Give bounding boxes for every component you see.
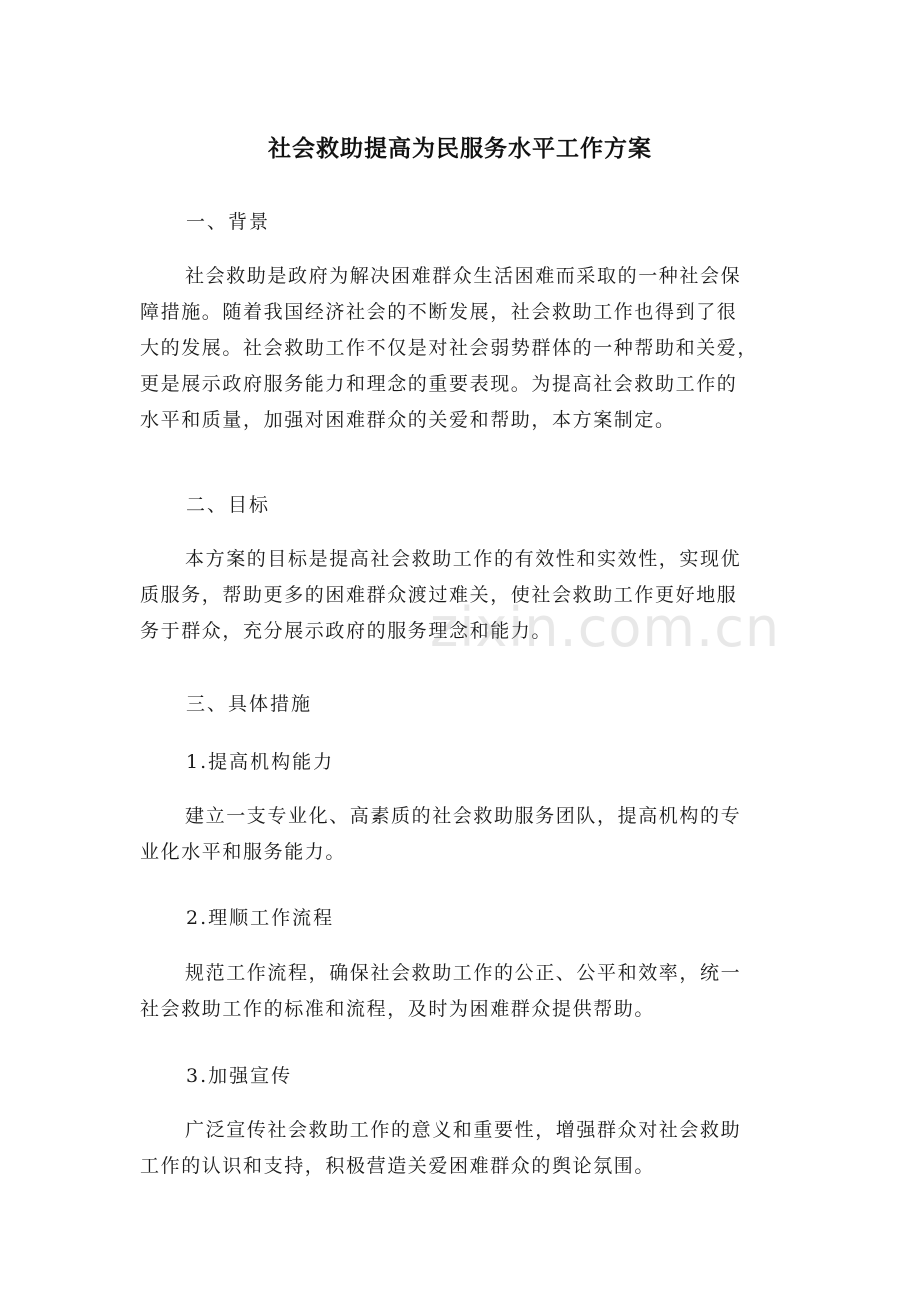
paragraph-line: 大的发展。社会救助工作不仅是对社会弱势群体的一种帮助和关爱， (140, 337, 759, 359)
section-heading-measures: 三、具体措施 (186, 693, 313, 715)
paragraph-line: 规范工作流程，确保社会救助工作的公正、公平和效率，统一 (185, 962, 742, 984)
subheading-institution-capacity: 1.提高机构能力 (186, 751, 335, 773)
paragraph-line: 社会救助工作的标准和流程，及时为困难群众提供帮助。 (140, 998, 656, 1020)
paragraph-line: 质服务，帮助更多的困难群众渡过难关，使社会救助工作更好地服 (140, 584, 738, 606)
paragraph-line: 更是展示政府服务能力和理念的重要表现。为提高社会救助工作的 (140, 373, 738, 395)
paragraph-line: 工作的认识和支持，积极营造关爱困难群众的舆论氛围。 (140, 1155, 656, 1177)
document-title: 社会救助提高为民服务水平工作方案 (268, 136, 652, 162)
paragraph-line: 本方案的目标是提高社会救助工作的有效性和实效性，实现优 (185, 548, 742, 570)
paragraph-line: 务于群众，充分展示政府的服务理念和能力。 (140, 620, 553, 642)
paragraph-line: 社会救助是政府为解决困难群众生活困难而采取的一种社会保 (185, 265, 742, 287)
paragraph-workflow (140, 955, 800, 1027)
paragraph-goal (140, 541, 800, 649)
section-heading-goal: 二、目标 (186, 494, 271, 516)
section-heading-background: 一、背景 (186, 211, 271, 233)
paragraph-publicity (140, 1112, 800, 1184)
subheading-workflow: 2.理顺工作流程 (186, 907, 335, 929)
paragraph-institution-capacity (140, 798, 800, 870)
paragraph-line: 建立一支专业化、高素质的社会救助服务团队，提高机构的专 (185, 805, 742, 827)
paragraph-line: 业化水平和服务能力。 (140, 841, 347, 863)
paragraph-line: 广泛宣传社会救助工作的意义和重要性，增强群众对社会救助 (185, 1119, 742, 1141)
watermark: zixin.com.cn (430, 596, 781, 659)
paragraph-background (140, 258, 800, 438)
paragraph-line: 水平和质量，加强对困难群众的关爱和帮助，本方案制定。 (140, 409, 676, 431)
subheading-publicity: 3.加强宣传 (186, 1065, 293, 1087)
paragraph-line: 障措施。随着我国经济社会的不断发展，社会救助工作也得到了很 (140, 301, 738, 323)
